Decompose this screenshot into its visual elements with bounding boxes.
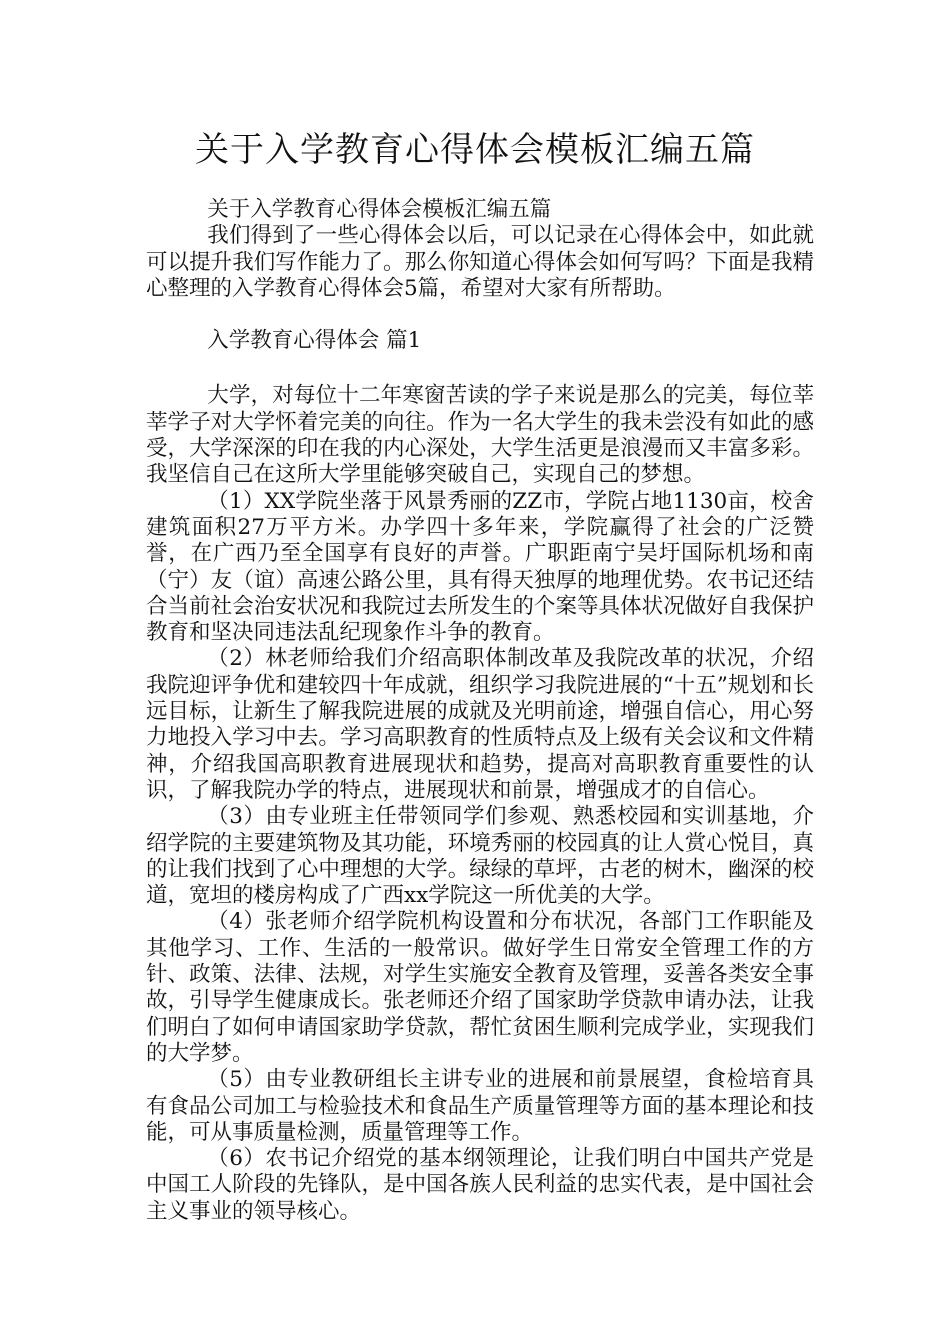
subtitle-paragraph: 关于入学教育心得体会模板汇编五篇 [207,197,552,222]
body-paragraph: 大学，对每位十二年寒窗苦读的学子来说是那么的完美，每位莘莘学子对大学怀着完美的向往。作为一名大学生的我未尝没有如此的感受，大学深深的印在我的内心深处，大学生活更是浪漫而又丰富多彩。我坚信自己在这所大学里能够突破自己，实现自己的梦想。 [146,383,814,488]
intro-paragraph: 我们得到了一些心得体会以后，可以记录在心得体会中，如此就可以提升我们写作能力了。那么你知道心得体会如何写吗？下面是我精心整理的入学教育心得体会5篇，希望对大家有所帮助。 [146,223,814,301]
body-paragraph: （3）由专业班主任带领同学们参观、熟悉校园和实训基地，介绍学院的主要建筑物及其功能，环境秀丽的校园真的让人赏心悦目，真的让我们找到了心中理想的大学。绿绿的草坪，古老的树木，幽深的校道，宽坦的楼房构成了广西xx学院这一所优美的大学。 [146,804,814,909]
body-paragraph: （6）农书记介绍党的基本纲领理论，让我们明白中国共产党是中国工人阶段的先锋队，是中国各族人民利益的忠实代表，是中国社会主义事业的领导核心。 [146,1146,814,1224]
body-paragraph: （4）张老师介绍学院机构设置和分布状况，各部门工作职能及其他学习、工作、生活的一般常识。做好学生日常安全管理工作的方针、政策、法律、法规，对学生实施安全教育及管理，妥善各类安全事故，引导学生健康成长。张老师还介绍了国家助学贷款申请办法，让我们明白了如何申请国家助学贷款，帮忙贫困生顺利完成学业，实现我们的大学梦。 [146,909,814,1066]
body-paragraph: （2）林老师给我们介绍高职体制改革及我院改革的状况，介绍我院迎评争优和建较四十年成就，组织学习我院进展的“十五”规划和长远目标，让新生了解我院进展的成就及光明前途，增强自信心，用心努力地投入学习中去。学习高职教育的性质特点及上级有关会议和文件精神，介绍我国高职教育进展现状和趋势，提高对高职教育重要性的认识，了解我院办学的特点，进展现状和前景，增强成才的自信心。 [146,646,814,803]
document-title: 关于入学教育心得体会模板汇编五篇 [195,130,755,170]
body-paragraph: （5）由专业教研组长主讲专业的进展和前景展望，食检培育具有食品公司加工与检验技术和食品生产质量管理等方面的基本理论和技能，可从事质量检测，质量管理等工作。 [146,1067,814,1145]
body-paragraph: （1）XX学院坐落于风景秀丽的ZZ市，学院占地1130亩，校舍建筑面积27万平方米。办学四十多年来，学院赢得了社会的广泛赞誉，在广西乃至全国享有良好的声誉。广职距南宁吴圩国际机场和南（宁）友（谊）高速公路公里，具有得天独厚的地理优势。农书记还结合当前社会治安状况和我院过去所发生的个案等具体状况做好自我保护教育和坚决同违法乱纪现象作斗争的教育。 [146,488,814,646]
section-heading: 入学教育心得体会 篇1 [207,328,422,354]
document-body [146,197,814,1225]
